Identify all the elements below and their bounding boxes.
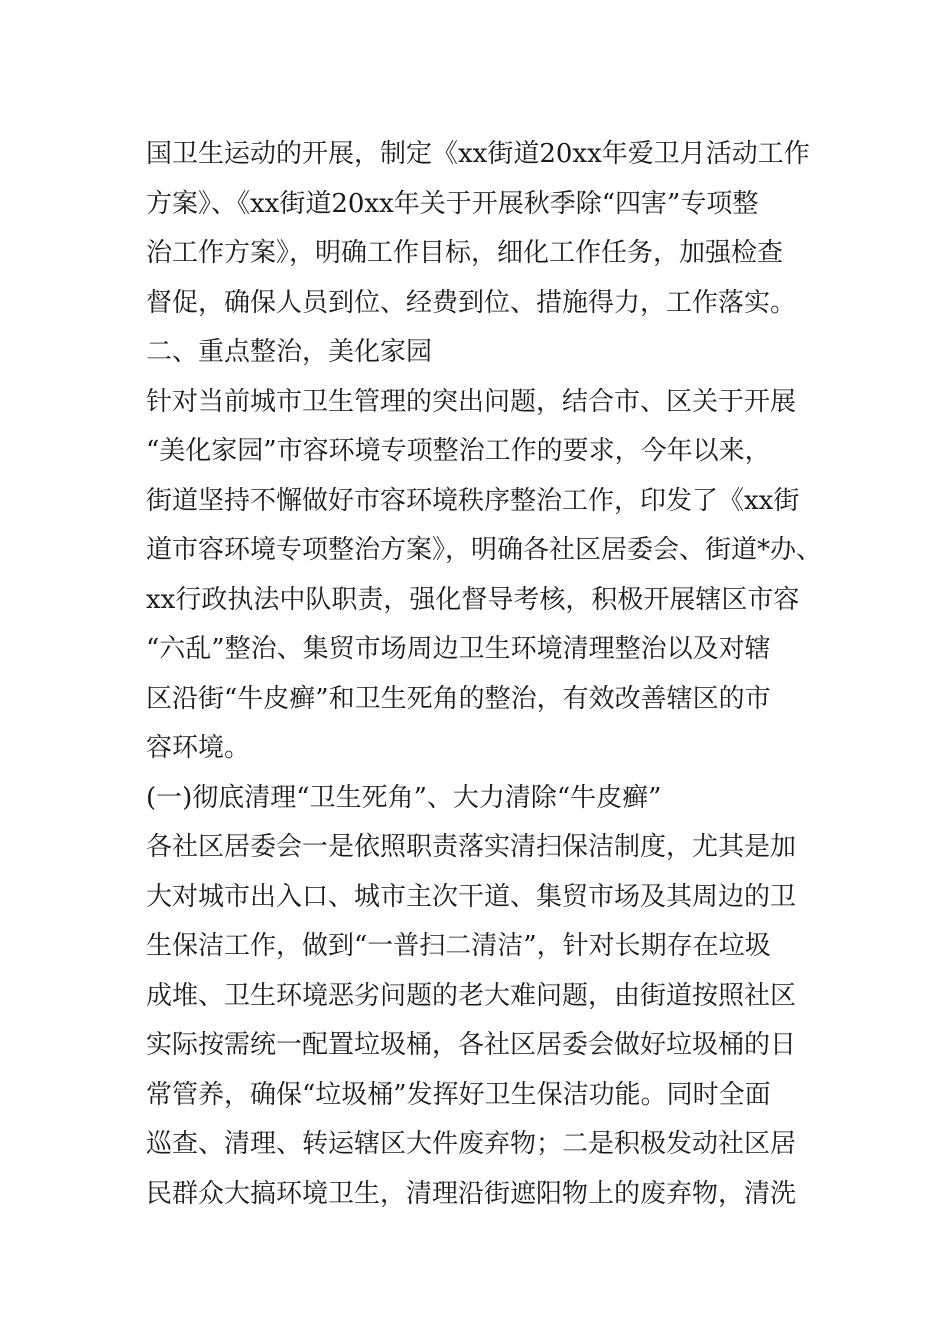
text-line: 方案》、《xx街道20xx年关于开展秋季除“四害”专项整 (146, 188, 759, 219)
text-line: 治工作方案》，明确工作目标，细化工作任务，加强检查 (146, 238, 784, 268)
text-line: 督促，确保人员到位、经费到位、措施得力，工作落实。 (146, 287, 797, 318)
text-line: xx行政执法中队职责，强化督导考核，积极开展辖区市容 (146, 584, 800, 615)
text-line: 街道坚持不懈做好市容环境秩序整治工作，印发了《xx街 (146, 485, 800, 516)
subsection-heading: (一)彻底清理“卫生死角”、大力清除“牛皮癣” (146, 782, 662, 813)
text-line: 民群众大搞环境卫生，清理沿街遮阳物上的废弃物，清洗 (146, 1178, 797, 1209)
text-line: 大对城市出入口、城市主次干道、集贸市场及其周边的卫 (146, 881, 797, 912)
document-page (146, 130, 826, 1219)
text-line: 国卫生运动的开展，制定《xx街道20xx年爱卫月活动工作 (146, 139, 810, 169)
text-line: 区沿街“牛皮癣”和卫生死角的整治，有效改善辖区的市 (146, 683, 771, 714)
text-line: “六乱”整治、集贸市场周边卫生环境清理整治以及对辖 (146, 634, 771, 664)
text-line: 巡查、清理、转运辖区大件废弃物；二是积极发动社区居 (146, 1129, 797, 1159)
text-line: 生保洁工作，做到“一普扫二清洁”，针对长期存在垃圾 (146, 931, 771, 961)
text-line: 常管养，确保“垃圾桶”发挥好卫生保洁功能。同时全面 (146, 1079, 771, 1110)
text-line: 成堆、卫生环境恶劣问题的老大难问题，由街道按照社区 (146, 980, 797, 1011)
text-line: 各社区居委会一是依照职责落实清扫保洁制度，尤其是加 (146, 832, 797, 862)
text-line: 道市容环境专项整治方案》，明确各社区居委会、街道*办、 (146, 535, 823, 565)
text-line: 容环境。 (146, 733, 251, 763)
text-line: “美化家园”市容环境专项整治工作的要求，今年以来， (146, 436, 771, 466)
section-heading: 二、重点整治，美化家园 (146, 337, 433, 367)
text-line: 针对当前城市卫生管理的突出问题，结合市、区关于开展 (146, 386, 797, 417)
text-line: 实际按需统一配置垃圾桶，各社区居委会做好垃圾桶的日 (146, 1030, 797, 1060)
